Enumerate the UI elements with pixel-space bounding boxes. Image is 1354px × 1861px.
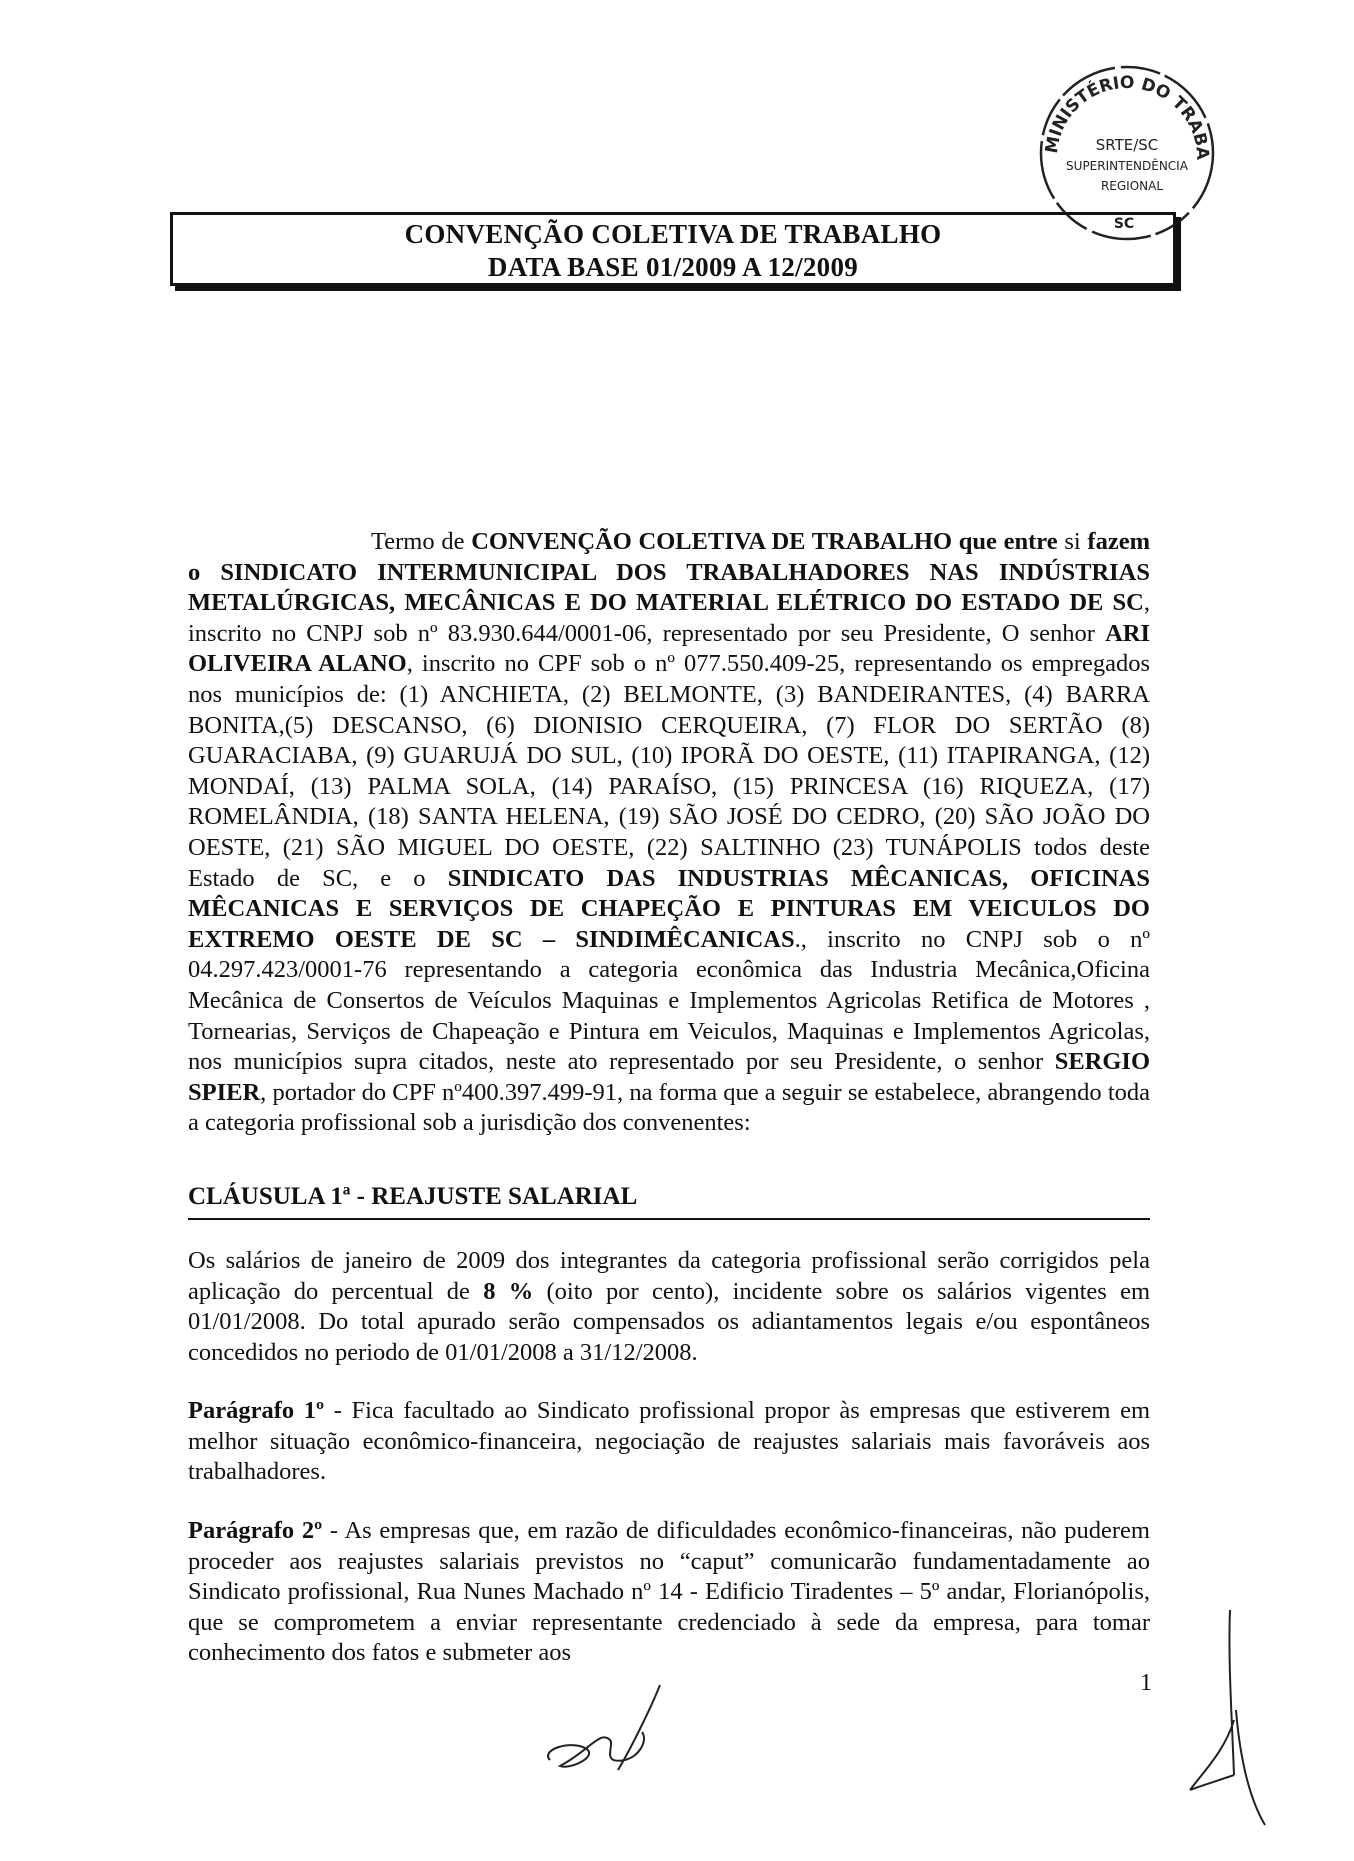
clause-text: Os salários de janeiro de 2009 dos integrantes da categoria profissional serão corrigidos pela aplicação do percentual de (188, 1247, 1150, 1305)
document-subtitle: DATA BASE 01/2009 A 12/2009 (487, 252, 859, 282)
paragraph-text: - As empresas que, em razão de dificuldades econômico-financeiras, não puderem proceder aos reajustes salariais previstos no “caput” comunicarão fundamentadamente ao Sindicato profissional, Rua Nunes Machado nº 14 - Edificio Tiradentes – 5º andar, Florianópolis, que se comprometem a enviar representante credenciado à sede da empresa, para tomar conhecimento dos fatos e submeter aos (188, 1517, 1150, 1667)
document-title-box (170, 212, 1176, 286)
worker-union-president: ARI OLIVEIRA ALANO (188, 619, 1150, 678)
paragraph-label: Parágrafo 1º (188, 1397, 325, 1424)
paragraph-2 (188, 1516, 1150, 1669)
preamble-text: , inscrito no CPF sob o nº 077.550.409-25, representando os empregados nos municípios de: (1) ANCHIETA, (2) BELMONTE, (3) BANDEIRANTES, (4) BARRA BONITA,(5) DESCANSO, (6) DIONISIO CERQUEIRA, (7) FLOR DO SERTÃO (8) GUARACIABA, (9) GUARUJÁ DO SUL, (10) IPORÃ DO OESTE, (11) ITAPIRANGA, (12) MONDAÍ, (13) PALMA SOLA, (14) PARAÍSO, (15) PRINCESA (16) RIQUEZA, (17) ROMELÂNDIA, (18) SANTA HELENA, (19) SÃO JOSÉ DO CEDRO, (20) SÃO JOÃO DO OESTE, (21) SÃO MIGUEL DO OESTE, (22) SALTINHO (23) TUNÁPOLIS todos deste Estado de SC, e o (188, 650, 1151, 892)
preamble-text: Termo de (371, 528, 472, 555)
page-number: 1 (1140, 1670, 1152, 1696)
preamble-text: , portador do CPF nº400.397.499-91, na forma que a seguir se estabelece, abrangendo toda a categoria profissional sob a jurisdição dos convenentes: (188, 1078, 1150, 1137)
preamble-text: , inscrito no CNPJ sob nº 83.930.644/0001-06, representado por seu Presidente, O senhor (188, 589, 1150, 647)
preamble-bold: CONVENÇÃO COLETIVA DE TRABALHO que entre (471, 528, 1058, 555)
signature-right (1170, 1600, 1280, 1830)
percentage-value: 8 % (483, 1277, 534, 1305)
preamble-text: ., inscrito no CNPJ sob o nº 04.297.423/0001-76 representando a categoria econômica das Industria Mecânica,Oficina Mecânica de Consertos de Veículos Maquinas e Implementos Agricolas Retifica de Motores , Tornearias, Serviços de Chapeação e Pintura em Veiculos, Maquinas e Implementos Agricolas, nos municípios supra citados, neste ato representado por seu Presidente, o senhor (188, 925, 1150, 1076)
clause-text: (oito por cento), incidente sobre os salários vigentes em 01/01/2008. Do total apurado serão compensados os adiantamentos legais e/ou espontâneos concedidos no periodo de 01/01/2008 a 31/12/2008. (188, 1277, 1151, 1366)
svg-text:MINISTÉRIO DO TRABALHO: MINISTÉRIO DO TRABA (1041, 72, 1213, 161)
paragraph-label: Parágrafo 2º (188, 1517, 323, 1544)
svg-text:SUPERINTENDÊNCIA: SUPERINTENDÊNCIA (1066, 159, 1188, 173)
clause-paragraph (188, 1246, 1150, 1368)
paragraph-text: - Fica facultado ao Sindicato profissional propor às empresas que estiverem em melhor situação econômico-financeira, negociação de reajustes salariais mais favoráveis aos trabalhadores. (188, 1397, 1150, 1486)
worker-union-name: fazem o SINDICATO INTERMUNICIPAL DOS TRABALHADORES NAS INDÚSTRIAS METALÚRGICAS, MECÂNICAS E DO MATERIAL ELÉTRICO DO ESTADO DE SC (188, 528, 1150, 617)
preamble-paragraph (188, 527, 1150, 1139)
employer-union-president: SERGIO SPIER (188, 1048, 1150, 1106)
preamble-text: si (1057, 528, 1088, 555)
svg-text:REGIONAL: REGIONAL (1100, 179, 1164, 193)
svg-text:SRTE/SC: SRTE/SC (1095, 136, 1159, 154)
document-title: CONVENÇÃO COLETIVA DE TRABALHO (404, 219, 942, 249)
paragraph-1 (188, 1396, 1150, 1488)
employer-union-name: SINDICATO DAS INDUSTRIAS MÊCANICAS, OFICINAS MÊCANICAS E SERVIÇOS DE CHAPEÇÃO E PINTURAS EM VEICULOS DO EXTREMO OESTE DE SC – SINDIMÊCANICAS (188, 864, 1150, 953)
clause-underline (188, 1218, 1150, 1220)
signature-left (530, 1670, 680, 1790)
clause-heading: CLÁUSULA 1ª - REAJUSTE SALARIAL (188, 1183, 638, 1210)
svg-text:SC: SC (1113, 216, 1135, 232)
